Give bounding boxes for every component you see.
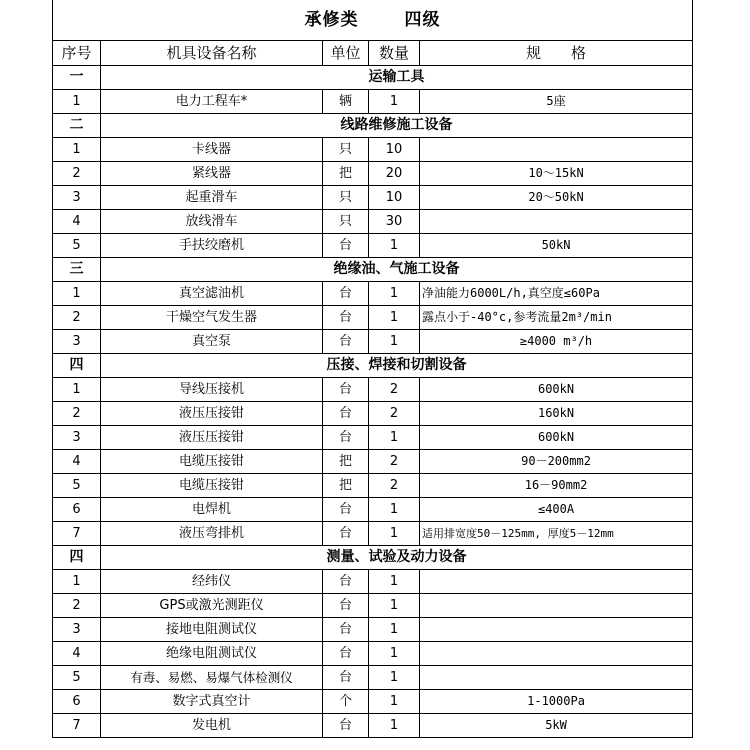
spec-cell: 600kN [420, 426, 693, 450]
table-row [53, 474, 693, 498]
equipment-name: 电缆压接钳 [101, 474, 323, 498]
equipment-name: 导线压接机 [101, 378, 323, 402]
section-row [53, 258, 693, 282]
section-number: 四 [53, 354, 101, 378]
row-number: 1 [53, 90, 101, 114]
header-no: 序号 [53, 41, 101, 66]
spec-cell: 5kW [420, 714, 693, 738]
spec-cell: ≥4000 m³/h [420, 330, 693, 354]
row-number: 4 [53, 642, 101, 666]
unit-cell: 台 [323, 426, 369, 450]
quantity-cell: 1 [369, 618, 420, 642]
row-number: 5 [53, 234, 101, 258]
unit-cell: 只 [323, 186, 369, 210]
spec-cell [420, 210, 693, 234]
quantity-cell: 1 [369, 666, 420, 690]
equipment-name: 液压弯排机 [101, 522, 323, 546]
table-row [53, 210, 693, 234]
unit-cell: 把 [323, 474, 369, 498]
spec-cell: 5座 [420, 90, 693, 114]
header-spec: 规 格 [420, 41, 693, 66]
spec-cell [420, 666, 693, 690]
table-row [53, 402, 693, 426]
unit-cell: 台 [323, 618, 369, 642]
spec-cell [420, 642, 693, 666]
section-number: 三 [53, 258, 101, 282]
section-number: 二 [53, 114, 101, 138]
row-number: 1 [53, 282, 101, 306]
spec-cell: ≤400A [420, 498, 693, 522]
unit-cell: 台 [323, 330, 369, 354]
quantity-cell: 1 [369, 306, 420, 330]
quantity-cell: 10 [369, 138, 420, 162]
row-number: 1 [53, 138, 101, 162]
unit-cell: 只 [323, 138, 369, 162]
table-row [53, 426, 693, 450]
equipment-name: 接地电阻测试仪 [101, 618, 323, 642]
spec-cell: 90－200mm2 [420, 450, 693, 474]
section-number: 四 [53, 546, 101, 570]
unit-cell: 台 [323, 378, 369, 402]
equipment-name: 液压压接钳 [101, 402, 323, 426]
quantity-cell: 1 [369, 90, 420, 114]
quantity-cell: 1 [369, 594, 420, 618]
row-number: 2 [53, 402, 101, 426]
title-level: 四级 [404, 9, 441, 30]
quantity-cell: 30 [369, 210, 420, 234]
quantity-cell: 2 [369, 474, 420, 498]
equipment-name: GPS或激光测距仪 [101, 594, 323, 618]
row-number: 7 [53, 714, 101, 738]
table-row [53, 450, 693, 474]
spec-cell [420, 570, 693, 594]
quantity-cell: 1 [369, 282, 420, 306]
unit-cell: 台 [323, 306, 369, 330]
quantity-cell: 1 [369, 522, 420, 546]
unit-cell: 辆 [323, 90, 369, 114]
section-number: 一 [53, 66, 101, 90]
header-unit: 单位 [323, 41, 369, 66]
table-row [53, 666, 693, 690]
row-number: 3 [53, 330, 101, 354]
equipment-name: 卡线器 [101, 138, 323, 162]
row-number: 7 [53, 522, 101, 546]
equipment-name: 电力工程车* [101, 90, 323, 114]
table-row [53, 186, 693, 210]
spec-cell: 10～15kN [420, 162, 693, 186]
quantity-cell: 1 [369, 330, 420, 354]
quantity-cell: 1 [369, 498, 420, 522]
row-number: 4 [53, 210, 101, 234]
section-title: 压接、焊接和切割设备 [101, 354, 693, 378]
equipment-name: 经纬仪 [101, 570, 323, 594]
table-row [53, 642, 693, 666]
unit-cell: 台 [323, 234, 369, 258]
spec-cell: 净油能力6000L/h,真空度≤60Pa [420, 282, 693, 306]
row-number: 6 [53, 498, 101, 522]
quantity-cell: 1 [369, 642, 420, 666]
equipment-name: 有毒、易燃、易爆气体检测仪 [101, 666, 323, 690]
spec-cell: 600kN [420, 378, 693, 402]
header-qty: 数量 [369, 41, 420, 66]
row-number: 5 [53, 666, 101, 690]
table-row [53, 90, 693, 114]
table-row [53, 306, 693, 330]
equipment-sheet [52, 0, 692, 738]
unit-cell: 台 [323, 498, 369, 522]
equipment-name: 电缆压接钳 [101, 450, 323, 474]
table-row [53, 138, 693, 162]
row-number: 2 [53, 306, 101, 330]
spec-cell: 160kN [420, 402, 693, 426]
row-number: 2 [53, 594, 101, 618]
spec-cell: 1-1000Pa [420, 690, 693, 714]
equipment-table [52, 0, 693, 738]
unit-cell: 台 [323, 522, 369, 546]
quantity-cell: 1 [369, 426, 420, 450]
section-row [53, 114, 693, 138]
equipment-name: 液压压接钳 [101, 426, 323, 450]
table-title [53, 0, 693, 41]
unit-cell: 把 [323, 162, 369, 186]
title-row [53, 0, 693, 41]
spec-cell: 适用排宽度50－125mm, 厚度5－12mm [420, 522, 693, 546]
row-number: 3 [53, 618, 101, 642]
unit-cell: 台 [323, 666, 369, 690]
quantity-cell: 1 [369, 714, 420, 738]
spec-cell: 16－90mm2 [420, 474, 693, 498]
spec-cell [420, 618, 693, 642]
section-title: 线路维修施工设备 [101, 114, 693, 138]
equipment-name: 发电机 [101, 714, 323, 738]
equipment-name: 起重滑车 [101, 186, 323, 210]
table-row [53, 618, 693, 642]
equipment-name: 真空泵 [101, 330, 323, 354]
quantity-cell: 1 [369, 690, 420, 714]
unit-cell: 台 [323, 594, 369, 618]
equipment-name: 放线滑车 [101, 210, 323, 234]
table-row [53, 378, 693, 402]
header-row [53, 41, 693, 66]
equipment-name: 紧线器 [101, 162, 323, 186]
quantity-cell: 2 [369, 450, 420, 474]
row-number: 4 [53, 450, 101, 474]
quantity-cell: 1 [369, 234, 420, 258]
quantity-cell: 20 [369, 162, 420, 186]
unit-cell: 只 [323, 210, 369, 234]
unit-cell: 台 [323, 282, 369, 306]
header-name: 机具设备名称 [101, 41, 323, 66]
row-number: 1 [53, 570, 101, 594]
section-row [53, 66, 693, 90]
row-number: 1 [53, 378, 101, 402]
section-row [53, 546, 693, 570]
unit-cell: 台 [323, 402, 369, 426]
equipment-name: 干燥空气发生器 [101, 306, 323, 330]
unit-cell: 个 [323, 690, 369, 714]
table-row [53, 162, 693, 186]
equipment-table-body [53, 0, 693, 738]
spec-cell [420, 138, 693, 162]
table-row [53, 498, 693, 522]
row-number: 3 [53, 426, 101, 450]
section-title: 运输工具 [101, 66, 693, 90]
row-number: 6 [53, 690, 101, 714]
equipment-name: 手扶绞磨机 [101, 234, 323, 258]
section-row [53, 354, 693, 378]
section-title: 绝缘油、气施工设备 [101, 258, 693, 282]
row-number: 2 [53, 162, 101, 186]
unit-cell: 把 [323, 450, 369, 474]
table-row [53, 330, 693, 354]
equipment-name: 绝缘电阻测试仪 [101, 642, 323, 666]
equipment-name: 电焊机 [101, 498, 323, 522]
equipment-name: 数字式真空计 [101, 690, 323, 714]
quantity-cell: 1 [369, 570, 420, 594]
unit-cell: 台 [323, 642, 369, 666]
spec-cell: 50kN [420, 234, 693, 258]
table-row [53, 234, 693, 258]
title-category: 承修类 [304, 9, 359, 30]
unit-cell: 台 [323, 570, 369, 594]
table-row [53, 522, 693, 546]
table-row [53, 594, 693, 618]
table-row [53, 570, 693, 594]
spec-cell [420, 594, 693, 618]
section-title: 测量、试验及动力设备 [101, 546, 693, 570]
quantity-cell: 10 [369, 186, 420, 210]
row-number: 5 [53, 474, 101, 498]
table-row [53, 690, 693, 714]
table-row [53, 282, 693, 306]
equipment-name: 真空滤油机 [101, 282, 323, 306]
quantity-cell: 2 [369, 402, 420, 426]
spec-cell: 露点小于-40°c,参考流量2m³/min [420, 306, 693, 330]
unit-cell: 台 [323, 714, 369, 738]
spec-cell: 20～50kN [420, 186, 693, 210]
quantity-cell: 2 [369, 378, 420, 402]
row-number: 3 [53, 186, 101, 210]
table-row [53, 714, 693, 738]
